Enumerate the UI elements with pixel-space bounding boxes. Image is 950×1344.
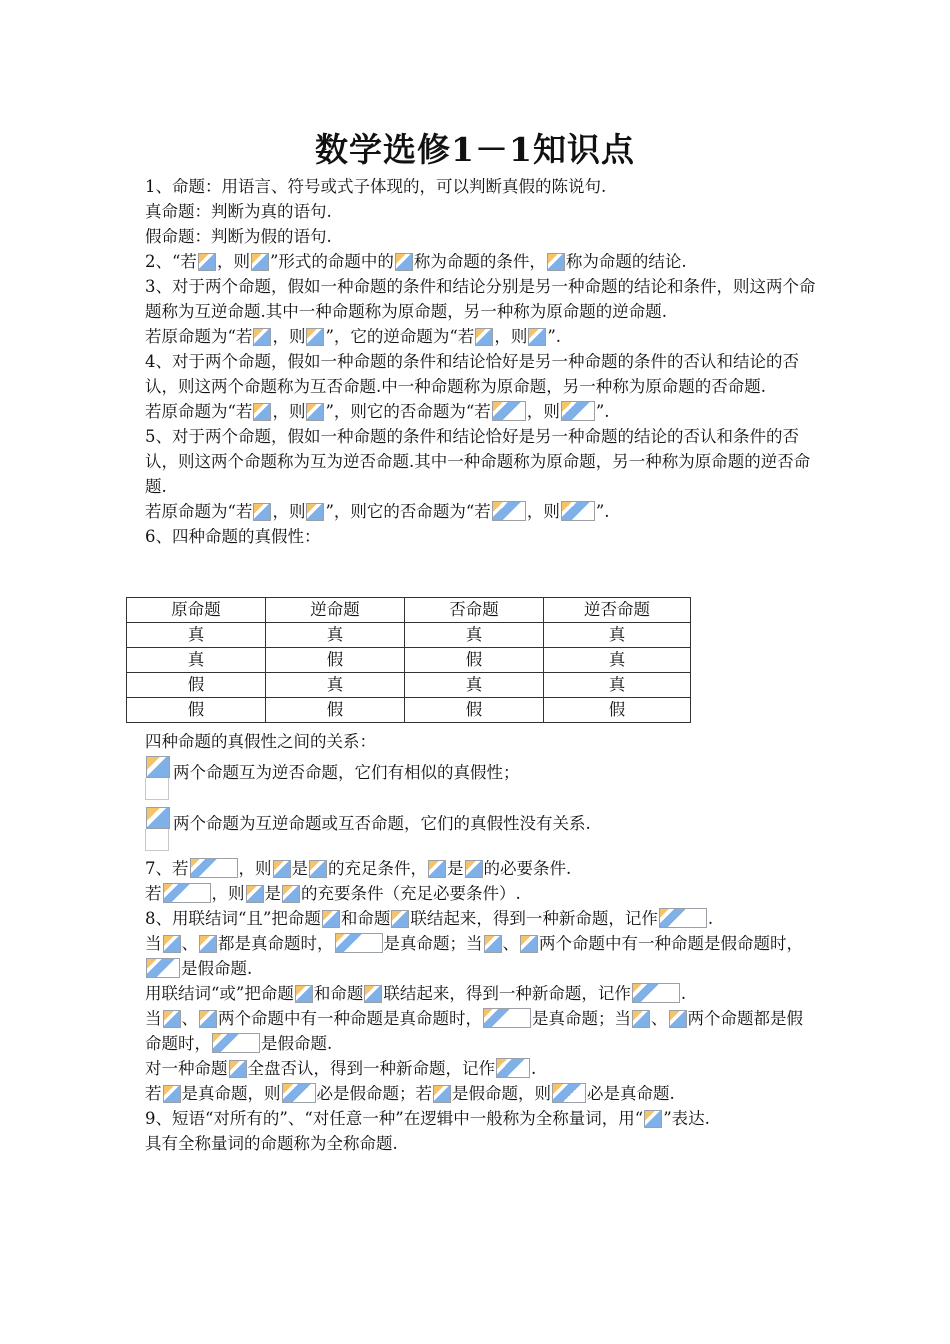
table-cell: 假 [127, 673, 266, 698]
formula-image-icon [475, 328, 493, 346]
table-row [127, 623, 691, 648]
formula-image-icon [306, 403, 324, 421]
paragraph-2: 2、“若 ，则 ”形式的命题中的 称为命题的条件， 称为命题的结论. [145, 252, 687, 271]
formula-image-icon [391, 910, 409, 928]
paragraph-3-example: 若原命题为“若 ，则 ”，它的逆命题为“若 ，则 ”. [145, 327, 561, 346]
formula-image-icon [163, 935, 181, 953]
table-cell: 假 [266, 648, 405, 673]
formula-image-icon [335, 933, 383, 953]
formula-image-icon [496, 1058, 530, 1078]
formula-image-icon [190, 858, 238, 878]
formula-image-icon [163, 1085, 181, 1103]
table-header-cell: 逆否命题 [544, 598, 691, 623]
formula-image-icon [145, 756, 173, 800]
table-cell: 真 [544, 648, 691, 673]
formula-image-icon [465, 860, 483, 878]
paragraph-8-line-3: 用联结词“或”把命题 和命题 联结起来，得到一种新命题，记作 . [145, 984, 687, 1003]
formula-image-icon [322, 910, 340, 928]
formula-image-icon [253, 403, 271, 421]
formula-image-icon [253, 328, 271, 346]
table-cell: 真 [544, 623, 691, 648]
formula-image-icon [484, 935, 502, 953]
paragraph-8-line-1: 8、用联结词“且”把命题 和命题 联结起来，得到一种新命题，记作 . [145, 909, 714, 928]
paragraph-8-line-4: 当 、 两个命题中有一种命题是真命题时， 是真命题；当 、 两个命题都是假命题时， 是假命题. [145, 1009, 803, 1053]
relation-title: 四种命题的真假性之间的关系： [145, 732, 376, 751]
paragraph-4: 4、对于两个命题，假如一种命题的条件和结论恰好是另一种命题的条件的否认和结论的否认，则这两个命题称为互否命题.中一种命题称为原命题，另一种称为原命题的否命题. [145, 352, 799, 396]
formula-image-icon [644, 1110, 662, 1128]
paragraph-8-line-5: 对一种命题 全盘否认，得到一种新命题，记作 . [145, 1059, 537, 1078]
formula-image-icon [528, 328, 546, 346]
paragraph-7-line-2: 若 ，则 是 的充要条件（充足必要条件）. [145, 884, 521, 903]
formula-image-icon [632, 983, 680, 1003]
formula-image-icon [282, 885, 300, 903]
formula-image-icon [253, 503, 271, 521]
formula-image-icon [364, 985, 382, 1003]
formula-image-icon [199, 935, 217, 953]
formula-image-icon [273, 860, 291, 878]
formula-image-icon [246, 885, 264, 903]
table-cell: 真 [544, 673, 691, 698]
document-body [145, 174, 817, 549]
formula-image-icon [520, 935, 538, 953]
table-row [127, 673, 691, 698]
formula-image-icon [632, 1010, 650, 1028]
table-cell: 真 [127, 648, 266, 673]
paragraph-5-example: 若原命题为“若 ，则 ”，则它的否命题为“若 ，则 ”. [145, 502, 610, 521]
formula-image-icon [433, 1085, 451, 1103]
paragraph-1-line-3: 假命题：判断为假的语句. [145, 227, 332, 246]
document-body-continued [145, 729, 817, 1156]
table-cell: 真 [405, 673, 544, 698]
formula-image-icon [163, 883, 211, 903]
paragraph-9-line-2: 具有全称量词的命题称为全称命题. [145, 1134, 398, 1153]
table-cell: 真 [127, 623, 266, 648]
formula-image-icon [282, 1083, 316, 1103]
relation-2: 两个命题为互逆命题或互否命题，它们的真假性没有关系. [145, 807, 817, 854]
formula-image-icon [146, 958, 180, 978]
paragraph-4-example: 若原命题为“若 ，则 ”，则它的否命题为“若 ，则 ”. [145, 402, 610, 421]
table-cell: 真 [266, 673, 405, 698]
paragraph-1-line-1: 1、命题：用语言、符号或式子体现的，可以判断真假的陈说句. [145, 177, 607, 196]
paragraph-5: 5、对于两个命题，假如一种命题的条件和结论恰好是另一种命题的结论的否认和条件的否认，则这两个命题称为互为逆否命题.其中一种命题称为原命题，另一种称为原命题的逆否命题. [145, 427, 811, 496]
formula-image-icon [659, 908, 707, 928]
formula-image-icon [483, 1008, 531, 1028]
formula-image-icon [492, 401, 526, 421]
formula-image-icon [492, 501, 526, 521]
table-header-cell: 逆命题 [266, 598, 405, 623]
paragraph-8-line-2: 当 、 都是真命题时， 是真命题；当 、 两个命题中有一种命题是假命题时，是假命题. [145, 934, 803, 978]
table-header-cell: 原命题 [127, 598, 266, 623]
paragraph-1-line-2: 真命题：判断为真的语句. [145, 202, 332, 221]
table-row [127, 698, 691, 723]
formula-image-icon [428, 860, 446, 878]
paragraph-8-line-6: 若 是真命题，则 必是假命题；若 是假命题，则 必是真命题. [145, 1084, 675, 1103]
table-cell: 真 [405, 623, 544, 648]
formula-image-icon [561, 501, 595, 521]
paragraph-3: 3、对于两个命题，假如一种命题的条件和结论分别是另一种命题的结论和条件，则这两个命题称为互逆命题.其中一种命题称为原命题，另一种称为原命题的逆命题. [145, 277, 816, 321]
truth-table [126, 597, 691, 723]
table-cell: 假 [405, 698, 544, 723]
table-cell: 假 [127, 698, 266, 723]
formula-image-icon [306, 328, 324, 346]
formula-image-icon [395, 253, 413, 271]
formula-image-icon [229, 1060, 247, 1078]
table-cell: 真 [266, 623, 405, 648]
formula-image-icon [561, 401, 595, 421]
formula-image-icon [547, 253, 565, 271]
formula-image-icon [212, 1033, 260, 1053]
formula-image-icon [306, 503, 324, 521]
table-cell: 假 [544, 698, 691, 723]
table-cell: 假 [405, 648, 544, 673]
document-title: 数学选修1－1知识点 [315, 130, 635, 169]
table-row [127, 648, 691, 673]
paragraph-6: 6、四种命题的真假性： [145, 527, 321, 546]
formula-image-icon [198, 253, 216, 271]
relation-1: 两个命题互为逆否命题，它们有相似的真假性； [145, 756, 817, 803]
formula-image-icon [309, 860, 327, 878]
table-header-row [127, 598, 691, 623]
paragraph-9-line-1: 9、短语“对所有的”、“对任意一种”在逻辑中一般称为全称量词，用“ ”表达. [145, 1109, 710, 1128]
formula-image-icon [145, 807, 173, 851]
formula-image-icon [163, 1010, 181, 1028]
formula-image-icon [669, 1010, 687, 1028]
table-cell: 假 [266, 698, 405, 723]
table-header-cell: 否命题 [405, 598, 544, 623]
paragraph-7-line-1: 7、若 ，则 是 的充足条件， 是 的必要条件. [145, 859, 572, 878]
formula-image-icon [295, 985, 313, 1003]
formula-image-icon [199, 1010, 217, 1028]
formula-image-icon [251, 253, 269, 271]
formula-image-icon [552, 1083, 586, 1103]
